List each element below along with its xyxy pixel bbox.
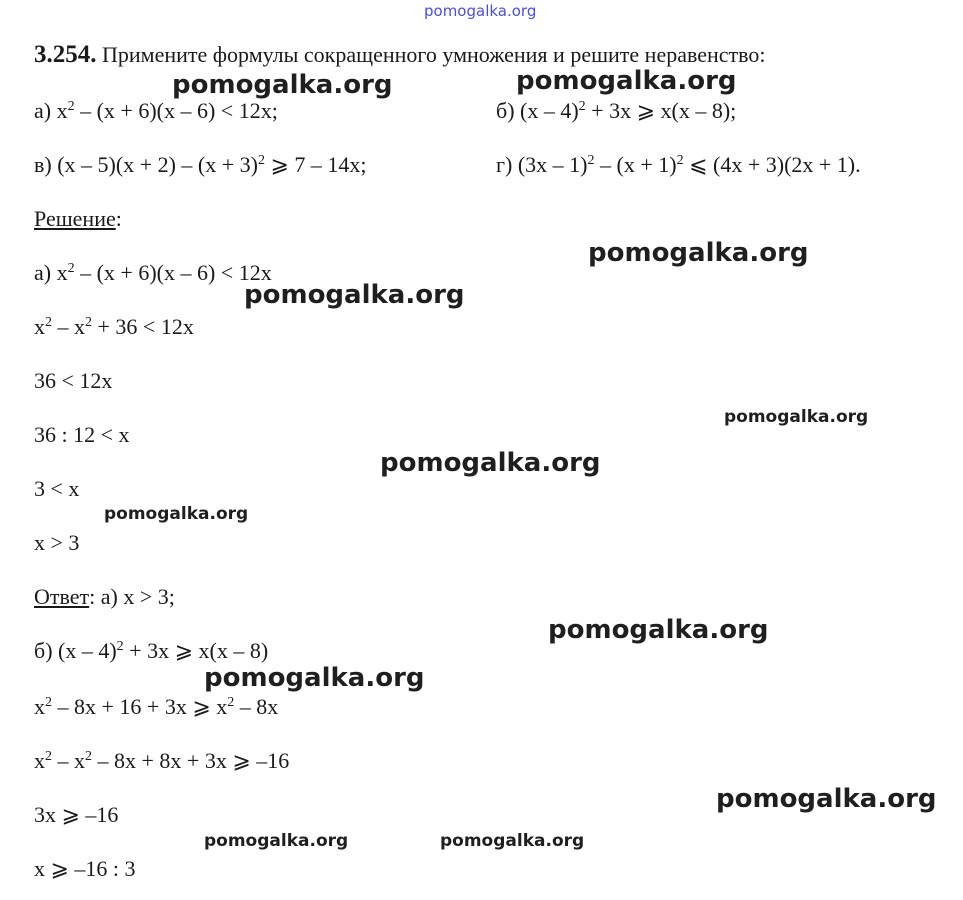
solution-a-line-6: x > 3: [34, 530, 80, 555]
solution-a-line-4: 36 : 12 < x: [34, 422, 130, 447]
watermark: pomogalka.org: [516, 66, 737, 96]
solution-b-line-4: 3x ⩾ –16: [34, 802, 119, 827]
watermark: pomogalka.org: [204, 663, 425, 693]
watermark: pomogalka.org: [440, 831, 585, 851]
watermark: pomogalka.org: [588, 238, 809, 268]
watermark: pomogalka.org: [716, 784, 937, 814]
watermark: pomogalka.org: [548, 615, 769, 645]
watermark: pomogalka.org: [172, 70, 393, 100]
solution-b-line-2: $x^2 - 8x + 16 + 3x$ ⩾ $x^2 - 8x$: [34, 694, 279, 719]
task-item-b: б) (x – 4)$^2$ + 3x ⩾ x(x – 8);: [496, 98, 737, 123]
solution-a-line-5: 3 < x: [34, 476, 80, 501]
solution-a-line-3: 36 < 12x: [34, 368, 113, 393]
watermark: pomogalka.org: [244, 280, 465, 310]
solution-a-line-2: $x^2 - x^2 + 36 < 12x$: [34, 314, 194, 339]
solution-heading: Решение:: [34, 206, 122, 231]
watermark: pomogalka.org: [204, 831, 349, 851]
watermark: pomogalka.org: [380, 448, 601, 478]
task-item-a: а) $x^2 - (x + 6)(x - 6) < 12x$;: [34, 98, 278, 123]
solution-b-line-3: $x^2 - x^2 - 8x + 8x + 3x$ ⩾ –16: [34, 748, 290, 773]
watermark: pomogalka.org: [104, 504, 249, 524]
solution-b-line-5: x ⩾ –16 : 3: [34, 856, 136, 881]
solution-a-line-1: а) $x^2 - (x + 6)(x - 6) < 12x$: [34, 260, 272, 285]
answer-a: Ответ: а) x > 3;: [34, 584, 175, 609]
task-heading: [34, 42, 766, 67]
task-text: Примените формулы сокращенного умножения и решите неравенство:: [102, 42, 766, 67]
task-item-v: в) $(x - 5)(x + 2) - (x + 3)^2$ ⩾ 7 – 14x;: [34, 152, 367, 177]
top-watermark[interactable]: pomogalka.org: [424, 2, 537, 20]
watermark: pomogalka.org: [724, 407, 869, 427]
solution-b-line-1: б) (x – 4)$^2$ + 3x ⩾ x(x – 8): [34, 638, 269, 663]
task-item-g: г) $(3x - 1)^2 - (x + 1)^2$ ⩽ (4x + 3)(2x + 1).: [496, 152, 861, 177]
task-number: 3.254.: [34, 41, 97, 68]
